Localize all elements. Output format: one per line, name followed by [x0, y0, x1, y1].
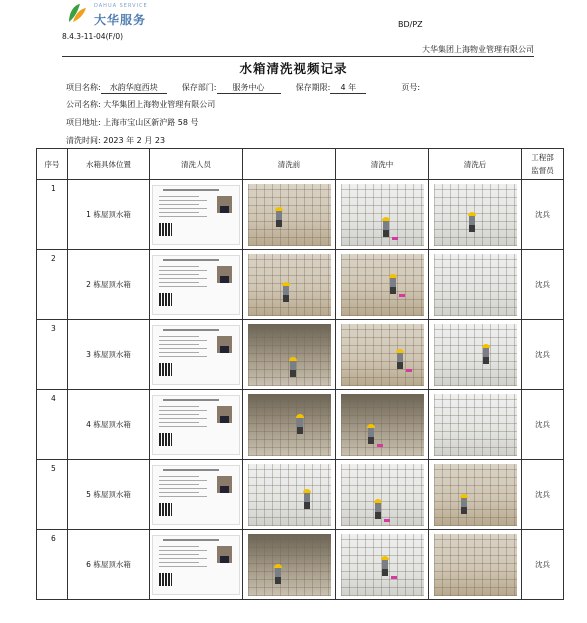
table-row [37, 390, 564, 460]
row-after-cell [429, 530, 522, 600]
row-location: 2 栋屋顶水箱 [68, 250, 150, 320]
row-during-cell [336, 390, 429, 460]
cleaner-photo [217, 406, 232, 423]
qr-code-icon [159, 363, 172, 376]
row-cleaner-cell [150, 530, 243, 600]
row-cleaner-cell [150, 250, 243, 320]
record-table [36, 148, 564, 600]
photo-after [434, 324, 517, 386]
cleaner-health-certificate [152, 185, 240, 245]
photo-after [434, 464, 517, 526]
header-cleaner: 清洗人员 [150, 149, 243, 180]
row-before-cell [243, 320, 336, 390]
company-logo [66, 2, 166, 26]
row-supervisor: 沈兵 [522, 250, 564, 320]
address-line: 项目地址: 上海市宝山区新沪路 58 号 [66, 118, 199, 127]
header-supervisor-text: 监督员 [531, 166, 554, 175]
photo-before [248, 394, 331, 456]
qr-code-icon [159, 293, 172, 306]
page-title: 水箱清洗视频记录 [239, 61, 348, 76]
row-supervisor: 沈兵 [522, 180, 564, 250]
row-before-cell [243, 250, 336, 320]
photo-before [248, 184, 331, 246]
table-row [37, 250, 564, 320]
row-supervisor: 沈兵 [522, 530, 564, 600]
document-code: 8.4.3-11-04(F/0) [62, 32, 124, 41]
row-cleaner-cell [150, 390, 243, 460]
row-before-cell [243, 530, 336, 600]
photo-before [248, 534, 331, 596]
table-row [37, 460, 564, 530]
worker-figure [468, 212, 476, 232]
row-cleaner-cell [150, 460, 243, 530]
photo-before [248, 254, 331, 316]
header-company: 大华集团上海物业管理有限公司 [422, 45, 534, 54]
table-row [37, 180, 564, 250]
cleaner-photo [217, 196, 232, 213]
header-during: 清洗中 [336, 149, 429, 180]
worker-figure [296, 414, 304, 434]
company-line: 公司名称: 大华集团上海物业管理有限公司 [66, 100, 216, 109]
worker-figure [382, 217, 390, 237]
table-row [37, 320, 564, 390]
row-cleaner-cell [150, 180, 243, 250]
cleaner-health-certificate [152, 325, 240, 385]
header-divider [62, 56, 534, 57]
period-label: 保存期限: [295, 83, 331, 92]
table-row [37, 530, 564, 600]
worker-figure [381, 556, 389, 576]
cleaner-health-certificate [152, 535, 240, 595]
row-location: 1 栋屋顶水箱 [68, 180, 150, 250]
row-before-cell [243, 460, 336, 530]
row-number: 1 [37, 180, 68, 250]
photo-after [434, 184, 517, 246]
row-during-cell [336, 320, 429, 390]
row-cleaner-cell [150, 320, 243, 390]
row-supervisor: 沈兵 [522, 390, 564, 460]
cleaner-health-certificate [152, 465, 240, 525]
header-supervisor [522, 149, 564, 180]
qr-code-icon [159, 223, 172, 236]
header-dept-text: 工程部 [531, 153, 554, 162]
row-number: 2 [37, 250, 68, 320]
worker-figure [396, 349, 404, 369]
dept-label: 保存部门: [181, 83, 217, 92]
row-location: 5 栋屋顶水箱 [68, 460, 150, 530]
row-after-cell [429, 460, 522, 530]
row-during-cell [336, 460, 429, 530]
photo-after [434, 534, 517, 596]
photo-after [434, 254, 517, 316]
worker-figure [367, 424, 375, 444]
photo-during [341, 254, 424, 316]
worker-figure [289, 357, 297, 377]
worker-figure [274, 564, 282, 584]
cleaner-photo [217, 336, 232, 353]
header-after: 清洗后 [429, 149, 522, 180]
photo-during [341, 324, 424, 386]
cleaner-photo [217, 266, 232, 283]
row-during-cell [336, 180, 429, 250]
row-number: 3 [37, 320, 68, 390]
row-before-cell [243, 180, 336, 250]
row-location: 4 栋屋顶水箱 [68, 390, 150, 460]
page-number-label: 页号: [401, 83, 421, 92]
photo-during [341, 394, 424, 456]
cleaner-health-certificate [152, 255, 240, 315]
row-number: 6 [37, 530, 68, 600]
cleaner-photo [217, 476, 232, 493]
row-after-cell [429, 320, 522, 390]
logo-chinese: 大华服务 [94, 13, 147, 27]
worker-figure [374, 499, 382, 519]
qr-code-icon [159, 433, 172, 446]
row-after-cell [429, 390, 522, 460]
logo-english: DAHUA SERVICE [94, 3, 148, 9]
worker-figure [482, 344, 490, 364]
row-before-cell [243, 390, 336, 460]
photo-before [248, 464, 331, 526]
period-value: 4 年 [330, 82, 366, 94]
cleaner-health-certificate [152, 395, 240, 455]
worker-figure [303, 489, 311, 509]
project-value: 水韵华庭西块 [101, 82, 167, 94]
header-location: 水箱具体位置 [68, 149, 150, 180]
row-during-cell [336, 250, 429, 320]
form-code: BD/PZ [398, 20, 423, 29]
worker-figure [282, 282, 290, 302]
row-after-cell [429, 180, 522, 250]
row-supervisor: 沈兵 [522, 320, 564, 390]
row-number: 4 [37, 390, 68, 460]
dept-value: 服务中心 [217, 82, 281, 94]
row-number: 5 [37, 460, 68, 530]
photo-after [434, 394, 517, 456]
cleaning-date-line: 清洗时间: 2023 年 2 月 23 [66, 136, 166, 145]
photo-during [341, 534, 424, 596]
photo-during [341, 184, 424, 246]
row-after-cell [429, 250, 522, 320]
row-location: 3 栋屋顶水箱 [68, 320, 150, 390]
qr-code-icon [159, 503, 172, 516]
header-no: 序号 [37, 149, 68, 180]
row-during-cell [336, 530, 429, 600]
meta-project-line [66, 82, 420, 94]
photo-before [248, 324, 331, 386]
worker-figure [460, 494, 468, 514]
row-supervisor: 沈兵 [522, 460, 564, 530]
cleaner-photo [217, 546, 232, 563]
logo-leaf-icon [66, 2, 88, 24]
worker-figure [275, 207, 283, 227]
row-location: 6 栋屋顶水箱 [68, 530, 150, 600]
project-label: 项目名称: [66, 83, 101, 92]
worker-figure [389, 274, 397, 294]
table-header-row [37, 149, 564, 180]
qr-code-icon [159, 573, 172, 586]
photo-during [341, 464, 424, 526]
header-before: 清洗前 [243, 149, 336, 180]
